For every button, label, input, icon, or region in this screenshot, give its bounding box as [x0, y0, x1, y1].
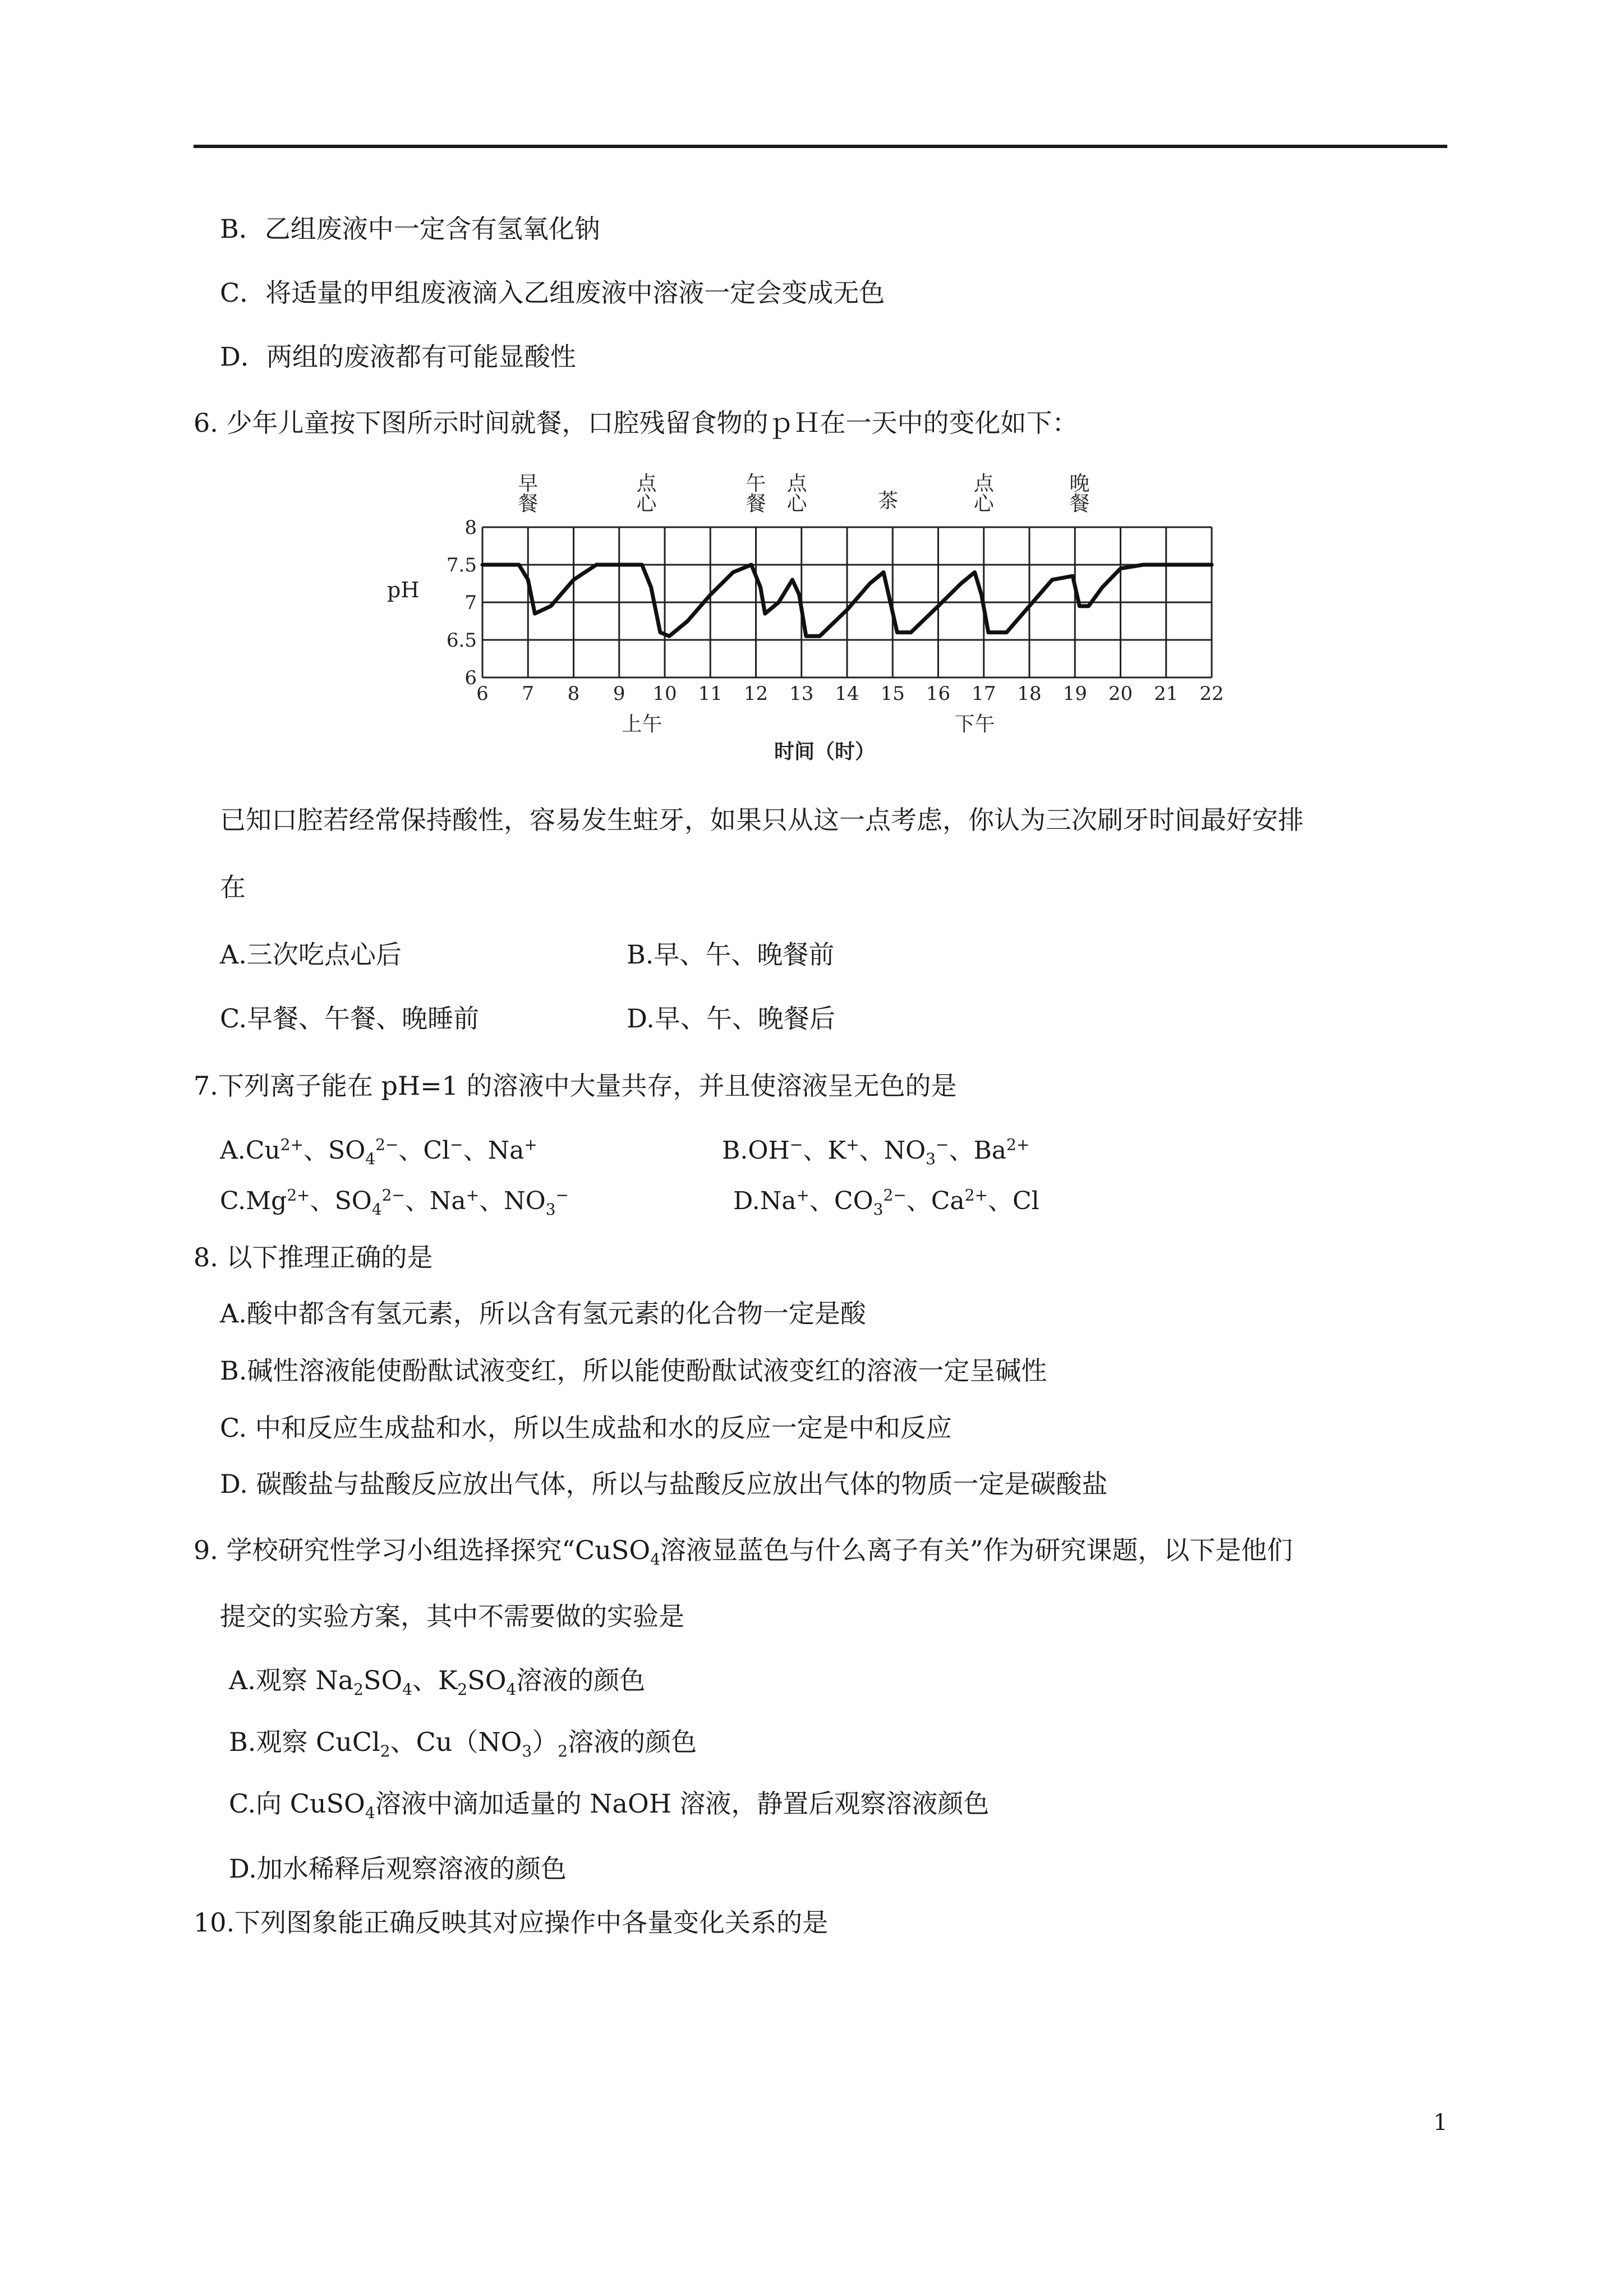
x-tick-label: 13 — [789, 683, 814, 705]
meal-label: 点 — [636, 472, 657, 495]
chart-grid — [482, 527, 1212, 677]
x-tick-label: 22 — [1199, 683, 1224, 705]
q5-option-c: C．将适量的甲组废液滴入乙组废液中溶液一定会变成无色 — [220, 278, 885, 308]
meal-label: 心 — [636, 492, 657, 515]
x-tick-label: 16 — [926, 683, 951, 705]
q9-option-a: A.观察 $Na_2SO_4$、$K_2SO_4$溶液的颜色 — [229, 1665, 646, 1699]
x-tick-label: 10 — [652, 683, 677, 705]
page-number: 1 — [1433, 2110, 1448, 2136]
x-axis-label: 时间（时） — [774, 740, 876, 763]
meal-label: 早 — [518, 472, 539, 495]
x-tick-label: 7 — [522, 683, 535, 705]
q9-option-d: D.加水稀释后观察溶液的颜色 — [229, 1854, 567, 1884]
q8-option-a: A.酸中都含有氢元素，所以含有氢元素的化合物一定是酸 — [220, 1298, 866, 1329]
x-tick-label: 6 — [476, 683, 489, 705]
q5-option-b: B．乙组废液中一定含有氢氧化钠 — [220, 214, 600, 244]
y-tick-label: 7 — [464, 592, 477, 614]
ph-chart — [365, 465, 1268, 780]
x-tick-label: 8 — [567, 683, 580, 705]
meal-label: 餐 — [746, 492, 766, 515]
q9-option-c: C.向 CuSO$_4$溶液中滴加适量的 NaOH 溶液，静置后观察溶液颜色 — [229, 1788, 990, 1823]
q6-option-c: C.早餐、午餐、晚睡前 — [220, 1003, 480, 1034]
q9-stem: 9. 学校研究性学习小组选择探究“CuSO$_4$溶液显蓝色与什么离子有关”作为研究课题，以下是他们 — [194, 1535, 1293, 1569]
q6-text-line2: 在 — [220, 872, 246, 902]
meal-label: 点 — [786, 472, 807, 495]
x-tick-label: 17 — [972, 683, 996, 705]
y-axis-label: pH — [387, 578, 420, 602]
x-tick-label: 21 — [1154, 683, 1179, 705]
meal-label: 心 — [786, 492, 807, 515]
q6-option-b: B.早、午、晚餐前 — [627, 939, 835, 970]
q7-stem: 7.下列离子能在 pH=1 的溶液中大量共存，并且使溶液呈无色的是 — [194, 1071, 957, 1101]
header-rule — [194, 145, 1447, 148]
y-tick-label: 8 — [464, 517, 477, 539]
q6-text-line1: 已知口腔若经常保持酸性，容易发生蛀牙，如果只从这一点考虑，你认为三次刷牙时间最好安排 — [220, 805, 1304, 835]
meal-label: 茶 — [878, 490, 899, 513]
x-tick-label: 19 — [1062, 683, 1087, 705]
y-tick-label: 6.5 — [446, 629, 477, 652]
q7-option-a: $A.Cu^{2+}$、$SO_4^{2-}$、Cl−、Na+ — [220, 1135, 537, 1168]
ph-chart-svg — [365, 465, 1268, 780]
y-tick-label: 7.5 — [446, 554, 477, 577]
q8-option-c: C. 中和反应生成盐和水，所以生成盐和水的反应一定是中和反应 — [220, 1413, 952, 1443]
period-label: 上午 — [622, 713, 663, 736]
meal-label: 餐 — [518, 492, 539, 515]
q7-option-c: $C.Mg^{2+}$、$SO_4^{2-}$、Na+、$NO_3^-$ — [220, 1186, 569, 1219]
q9-stem-line2: 提交的实验方案，其中不需要做的实验是 — [220, 1601, 684, 1631]
q6-option-d: D.早、午、晚餐后 — [627, 1003, 835, 1034]
q5-option-d: D．两组的废液都有可能显酸性 — [220, 342, 576, 372]
q6-option-a: A.三次吃点心后 — [220, 939, 402, 970]
meal-label: 餐 — [1069, 492, 1090, 515]
meal-label: 午 — [746, 472, 766, 495]
q10-stem: 10.下列图象能正确反映其对应操作中各量变化关系的是 — [194, 1907, 829, 1938]
x-tick-label: 18 — [1017, 683, 1042, 705]
q8-option-b: B.碱性溶液能使酚酞试液变红，所以能使酚酞试液变红的溶液一定呈碱性 — [220, 1356, 1047, 1386]
meal-label: 心 — [973, 492, 994, 515]
x-tick-label: 14 — [835, 683, 859, 705]
period-label: 下午 — [954, 713, 995, 736]
x-tick-label: 11 — [698, 683, 723, 705]
meal-label: 晚 — [1069, 472, 1090, 495]
x-tick-label: 15 — [880, 683, 905, 705]
q7-option-b: B.OH−、K+、$NO_3^-$、$Ba^{2+}$ — [722, 1135, 1030, 1168]
y-tick-label: 6 — [464, 667, 477, 689]
q7-option-d: D.Na+、$CO_3^{2-}$、$Ca^{2+}$、Cl — [733, 1186, 1039, 1219]
q6-stem: 6. 少年儿童按下图所示时间就餐，口腔残留食物的ｐＨ在一天中的变化如下： — [194, 408, 1078, 438]
x-tick-label: 20 — [1108, 683, 1133, 705]
q8-stem: 8. 以下推理正确的是 — [194, 1242, 433, 1273]
meal-label: 点 — [973, 472, 994, 495]
x-tick-label: 12 — [743, 683, 769, 705]
q9-option-b: B.观察 CuCl$_2$、$Cu(NO_3)_2$溶液的颜色 — [229, 1727, 697, 1761]
x-tick-label: 9 — [613, 683, 625, 705]
q8-option-d: D. 碳酸盐与盐酸反应放出气体，所以与盐酸反应放出气体的物质一定是碳酸盐 — [220, 1469, 1108, 1499]
